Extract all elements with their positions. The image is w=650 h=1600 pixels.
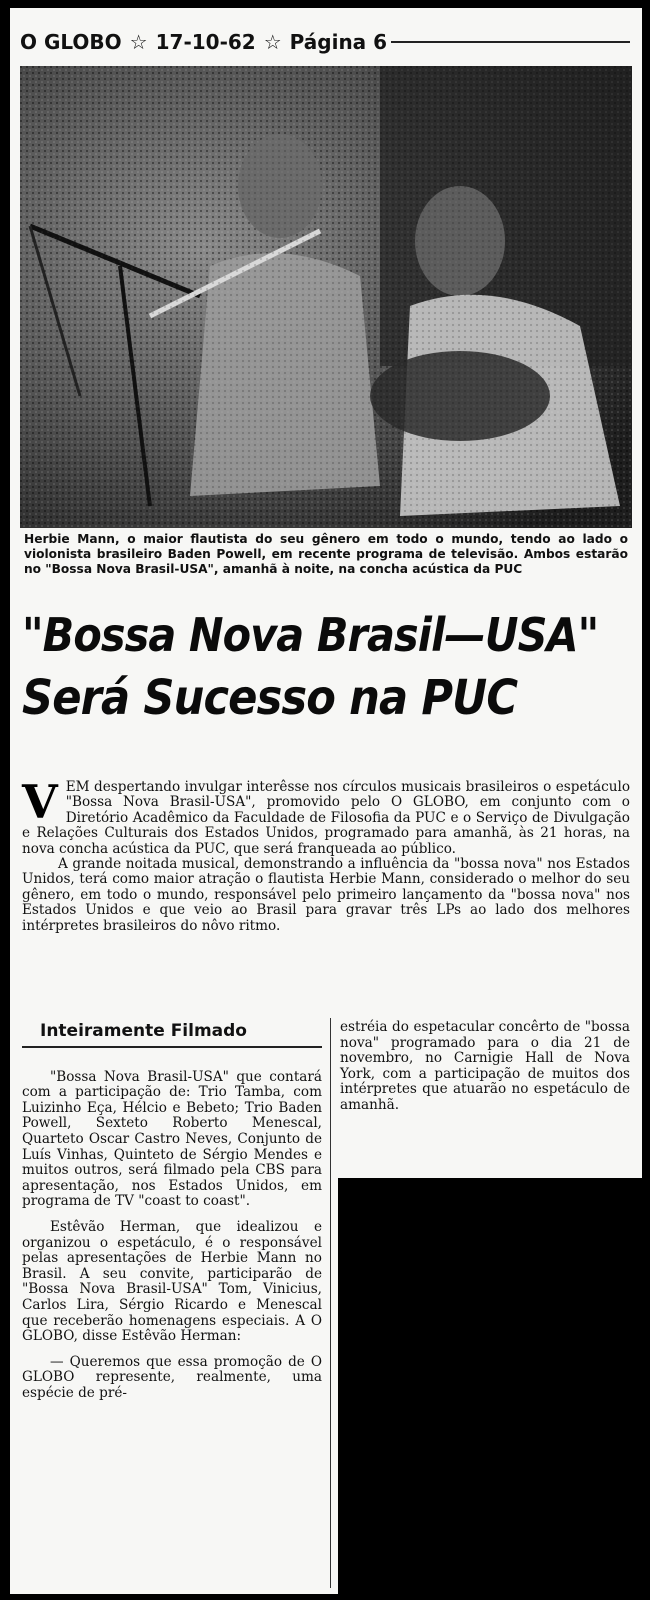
photo-caption: Herbie Mann, o maior flautista do seu gênero em todo o mundo, tendo ao lado o violonista brasileiro Baden Powell, em recente programa de televisão. Ambos estarão no "Bossa Nova Brasil-USA", amanhã à noite, na concha acústica da PUC [24,532,628,576]
column-right [340,1020,630,1114]
star-icon: ☆ [263,30,282,54]
news-photo [20,66,632,528]
headline-line-2: Será Sucesso na PUC [22,670,518,726]
musicians-photo-icon [20,66,632,528]
section-paragraph-2: Estêvão Herman, que idealizou e organizou o espetáculo, é o responsável pelas apresentações de Herbie Mann no Brasil. A seu convite, participarão de "Bossa Nova Brasil-USA" Tom, Vinicius, Carlos Lira, Sérgio Ricardo e Menescal que receberão homenagens especiais. A O GLOBO, disse Estêvão Herman: [22,1218,322,1345]
headline [22,604,634,730]
star-icon: ☆ [129,30,148,54]
drop-cap: V [22,775,58,829]
page-number: Página 6 [289,30,388,54]
column-divider [330,1018,331,1588]
section-paragraph-3: — Queremos que essa promoção de O GLOBO represente, realmente, uma espécie de pré- [22,1353,322,1401]
paper-name: O GLOBO [20,30,122,54]
blank-area [338,1178,642,1594]
column-left [22,1018,322,1411]
headline-line-1: "Bossa Nova Brasil—USA" [22,608,599,662]
newspaper-page [10,8,642,1594]
issue-date: 17-10-62 [155,30,256,54]
lead-paragraph-2: A grande noitada musical, demonstrando a influência da "bossa nova" nos Estados Unidos, terá como maior atração o flautista Herbie Mann, considerado o melhor do seu gênero, em todo o mundo, responsável pelo primeiro lançamento da "bossa nova" nos Estados Unidos e que veio ao Brasil para gravar três LPs ao lado dos melhores intérpretes brasileiros do nôvo ritmo. [22,856,630,934]
dateline-rule [391,41,630,43]
lead-text [22,775,630,934]
dateline [20,22,630,62]
section-paragraph-1: "Bossa Nova Brasil-USA" que contará com a participação de: Trio Tamba, com Luizinho Eça, Hélcio e Bebeto; Trio Baden Powell, Sexteto Roberto Menescal, Quarteto Oscar Castro Neves, Conjunto de Luís Vinhas, Quinteto de Sérgio Mendes e muitos outros, será filmado pela CBS para apresentação, nos Estados Unidos, em programa de TV "coast to coast". [22,1068,322,1210]
lead-paragraph-1: VEM despertando invulgar interêsse nos círculos musicais brasileiros o espetáculo "Bossa Nova Brasil-USA", promovido pelo O GLOBO, em conjunto com o Diretório Acadêmico da Faculdade de Filosofia da PUC e o Serviço de Divulgação e Relações Culturais dos Estados Unidos, programado para amanhã, às 21 horas, na nova concha acústica da PUC, que será franqueada ao público. [22,775,630,857]
section-subhead: Inteiramente Filmado [22,1018,322,1048]
section-continuation: estréia do espetacular concêrto de "bossa nova" programado para o dia 21 de novembro, no Carnigie Hall de Nova York, com a participação de muitos dos intérpretes que atuarão no espetáculo de amanhã. [340,1019,630,1113]
